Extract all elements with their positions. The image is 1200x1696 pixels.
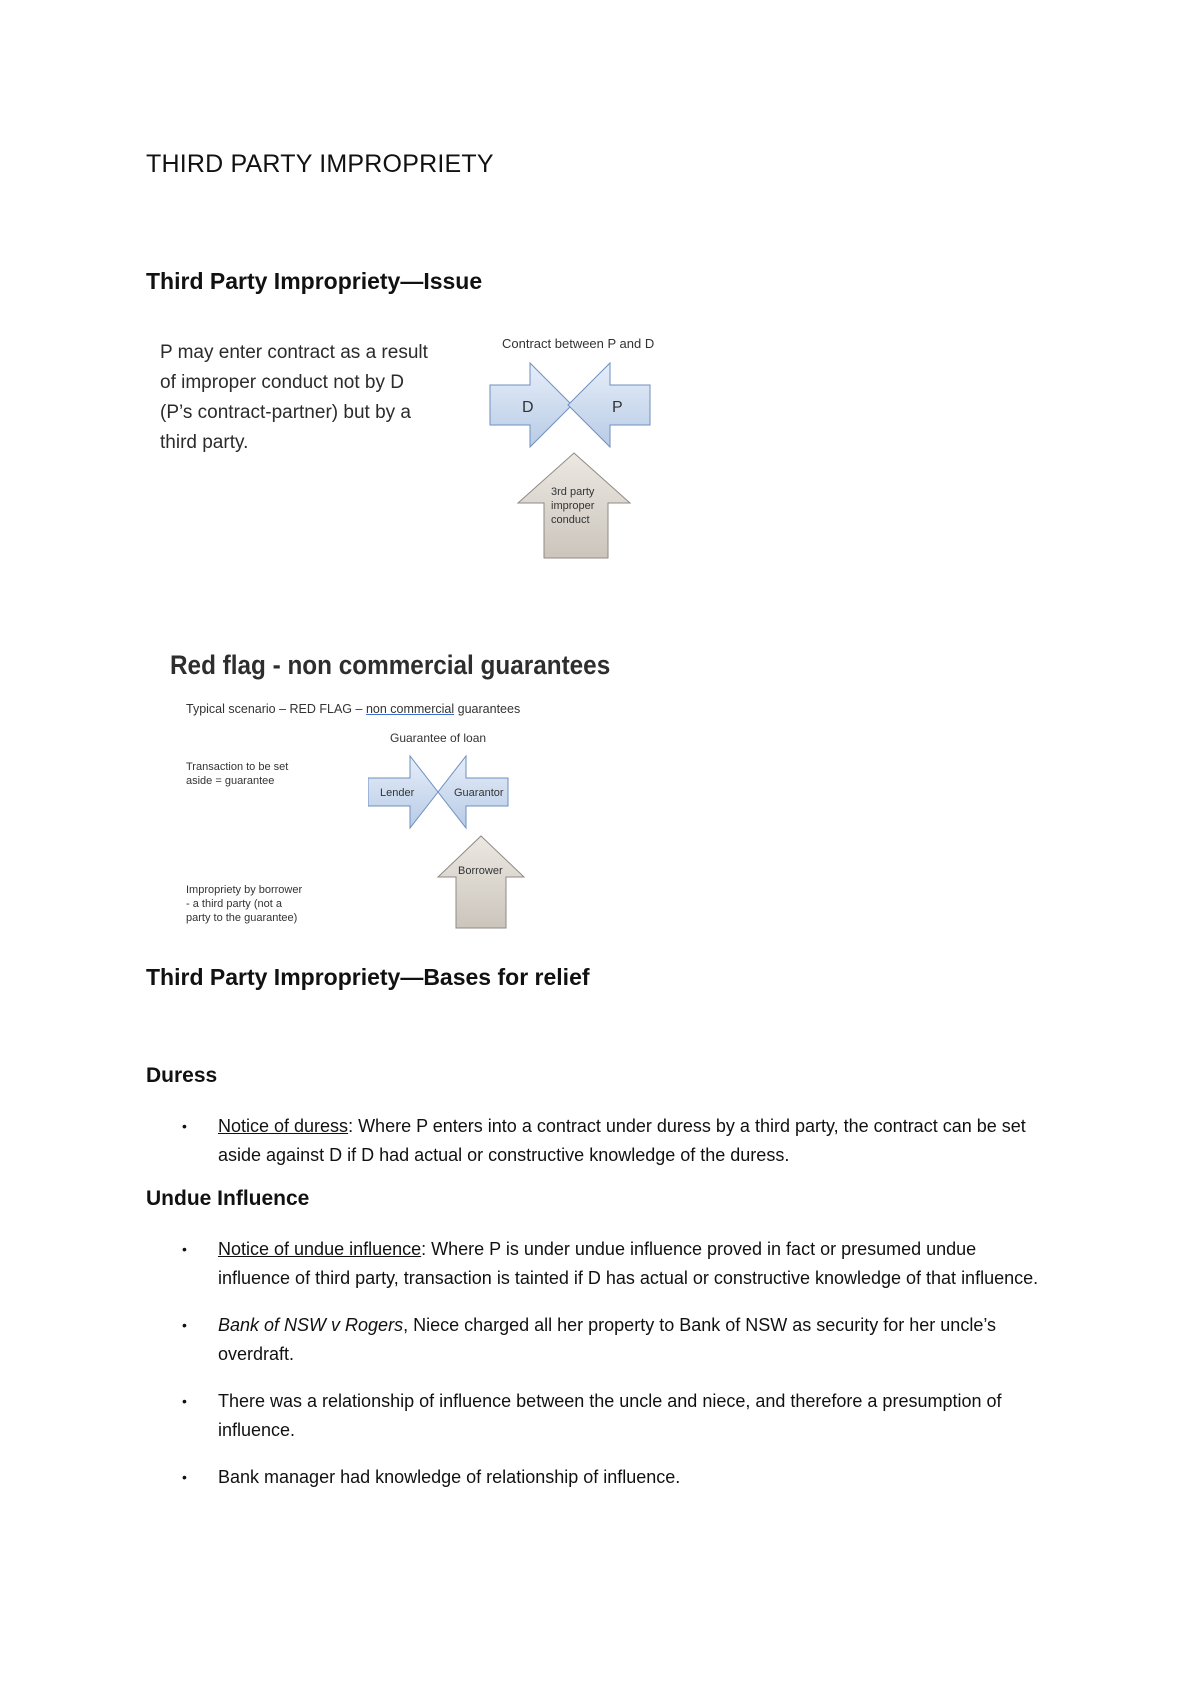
arrow-label-d: D — [522, 399, 534, 416]
list-item — [146, 1235, 1046, 1293]
bullet: • — [182, 1241, 187, 1257]
arrow-label-borrower: Borrower — [458, 865, 503, 877]
subheading-undue-influence: Undue Influence — [146, 1187, 310, 1210]
diagram-bottom-note — [186, 883, 336, 925]
diagram-title: Red flag - non commercial guarantees — [170, 650, 611, 680]
list-item — [146, 1387, 1046, 1445]
diagram-description — [160, 338, 470, 458]
diagram-left-note — [186, 760, 326, 788]
list-item — [146, 1311, 1046, 1369]
arrow-up-borrower — [438, 836, 524, 928]
subtitle-part: guarantees — [454, 702, 521, 716]
list-item — [146, 1112, 1046, 1170]
subheading-duress: Duress — [146, 1064, 218, 1087]
duress-list — [146, 1112, 1046, 1188]
item-text: : Where P is under undue influence proved in fact or presumed undue influence of third party, transaction is tainted if D has actual or constructive knowledge of that influence. — [218, 1239, 1039, 1288]
undue-influence-list — [146, 1235, 1046, 1510]
bullet: • — [182, 1393, 187, 1409]
bottom-note-line: - a third party (not a — [186, 898, 282, 910]
item-text: There was a relationship of influence between the uncle and niece, and therefore a presumption of influence. — [218, 1391, 1002, 1440]
arrow-label-p: P — [612, 399, 623, 416]
diagram2-arrows — [368, 722, 548, 932]
list-item — [146, 1463, 1046, 1492]
up-arrow-label-line: 3rd party — [551, 486, 595, 498]
item-lead: Notice of duress — [218, 1116, 349, 1136]
bullet: • — [182, 1118, 187, 1134]
left-note-line: aside = guarantee — [186, 775, 275, 787]
subtitle-part: non commercial — [365, 702, 455, 716]
up-arrow-label-line: conduct — [551, 514, 590, 526]
bullet: • — [182, 1317, 187, 1333]
diagram-third-party — [146, 330, 706, 560]
arrow-label-guarantor: Guarantor — [454, 787, 504, 799]
diagram2-caption: Guarantee of loan — [390, 731, 487, 745]
section-heading-issue: Third Party Impropriety—Issue — [146, 268, 483, 294]
up-arrow-label-line: improper — [551, 500, 595, 512]
section-heading-bases: Third Party Impropriety—Bases for relief — [146, 964, 590, 990]
case-name: Bank of NSW v Rogers — [218, 1315, 404, 1335]
bottom-note-line: party to the guarantee) — [186, 912, 298, 924]
item-lead: Notice of undue influence — [218, 1239, 422, 1259]
diagram-description-line: (P’s contract-partner) but by a — [160, 402, 411, 423]
arrow-left-p — [568, 363, 650, 447]
arrow-label-lender: Lender — [380, 787, 415, 799]
diagram-red-flag — [168, 650, 611, 930]
diagram-description-line: of improper conduct not by D — [160, 372, 404, 393]
diagram-description-line: P may enter contract as a result — [160, 342, 428, 363]
bullet: • — [182, 1469, 187, 1485]
item-text: : Where P enters into a contract under duress by a third party, the contract can be set aside against D if D had actual or constructive knowledge of the duress. — [218, 1116, 1026, 1165]
diagram-subtitle — [186, 702, 520, 716]
bottom-note-line: Impropriety by borrower — [186, 884, 303, 896]
diagram-description-line: third party. — [160, 432, 249, 453]
left-note-line: Transaction to be set — [186, 761, 289, 773]
diagram-caption: Contract between P and D — [502, 336, 655, 351]
diagram-arrows — [486, 330, 706, 560]
item-text: Bank manager had knowledge of relationship of influence. — [218, 1467, 681, 1487]
item-text: , Niece charged all her property to Bank of NSW as security for her uncle’s overdraft. — [218, 1315, 996, 1364]
document-title: THIRD PARTY IMPROPRIETY — [146, 150, 494, 178]
subtitle-part: Typical scenario – RED FLAG – — [186, 702, 366, 716]
